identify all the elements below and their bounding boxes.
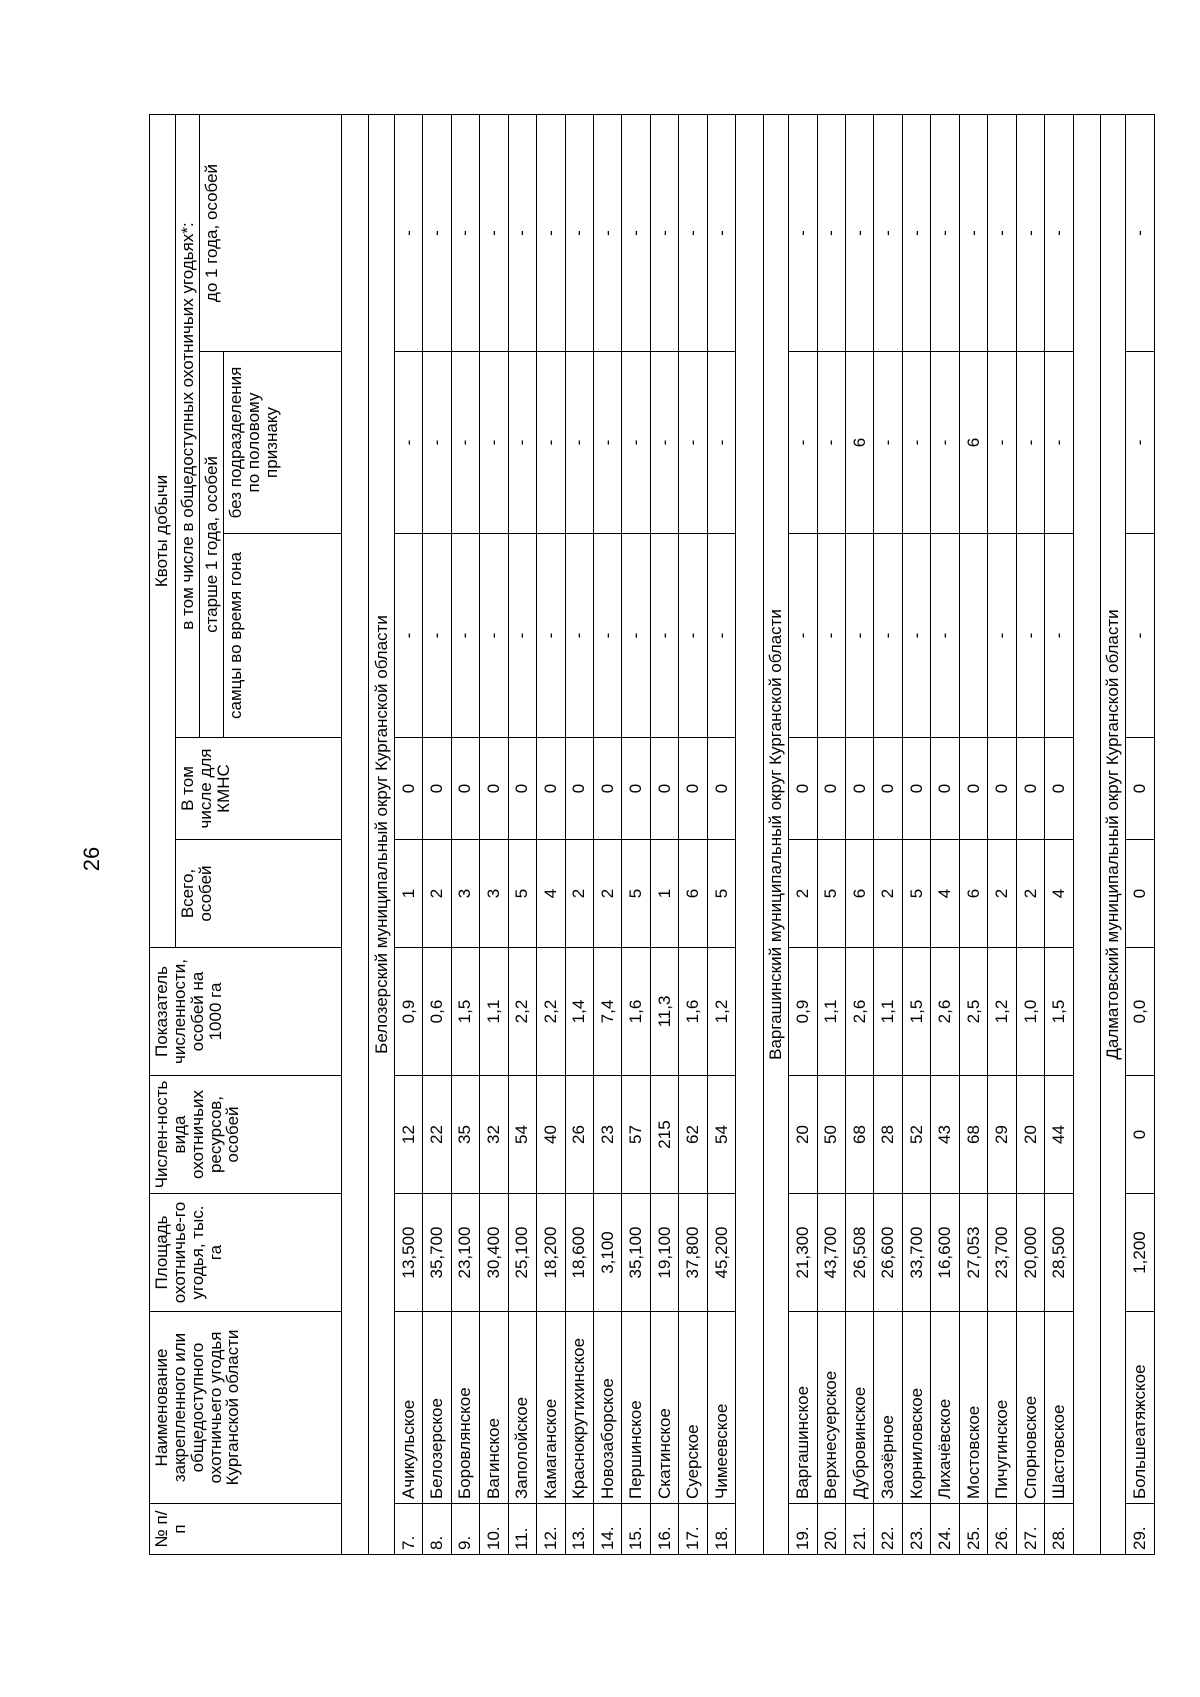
- cell-num: 24.: [931, 1504, 959, 1555]
- cell-males: -: [902, 534, 930, 738]
- table-row: [845, 115, 873, 1555]
- cell-nosex: -: [1126, 352, 1155, 534]
- cell-pop: 20: [789, 1076, 817, 1194]
- cell-total: 2: [423, 840, 451, 948]
- cell-name: Заозёрное: [874, 1312, 902, 1504]
- cell-area: 3,100: [593, 1194, 621, 1312]
- cell-num: 18.: [707, 1504, 735, 1555]
- spacer-cell: [342, 115, 369, 1555]
- cell-young: -: [959, 115, 987, 352]
- cell-name: Корниловское: [902, 1312, 930, 1504]
- table-row: [1016, 115, 1044, 1555]
- cell-num: 16.: [650, 1504, 678, 1555]
- cell-total: 3: [451, 840, 479, 948]
- cell-young: -: [451, 115, 479, 352]
- header-kmns: В том числе для КМНС: [176, 738, 342, 840]
- spacer-row: [736, 115, 763, 1555]
- cell-total: 2: [565, 840, 593, 948]
- cell-nosex: -: [480, 352, 508, 534]
- cell-kmns: 0: [451, 738, 479, 840]
- cell-area: 45,200: [707, 1194, 735, 1312]
- cell-name: Лихачёвское: [931, 1312, 959, 1504]
- cell-density: 2,2: [537, 948, 565, 1076]
- cell-young: -: [988, 115, 1016, 352]
- cell-young: -: [931, 115, 959, 352]
- cell-area: 19,100: [650, 1194, 678, 1312]
- cell-total: 2: [1016, 840, 1044, 948]
- header-males: самцы во время гона: [224, 534, 342, 738]
- cell-kmns: 0: [902, 738, 930, 840]
- cell-kmns: 0: [1126, 738, 1155, 840]
- cell-pop: 68: [845, 1076, 873, 1194]
- cell-density: 1,2: [988, 948, 1016, 1076]
- cell-num: 12.: [537, 1504, 565, 1555]
- table-row: [593, 115, 621, 1555]
- cell-total: 2: [874, 840, 902, 948]
- cell-name: Пичугинское: [988, 1312, 1016, 1504]
- table-row: [1126, 115, 1155, 1555]
- cell-young: -: [789, 115, 817, 352]
- cell-density: 0,0: [1126, 948, 1155, 1076]
- cell-males: -: [650, 534, 678, 738]
- cell-name: Ачикульское: [394, 1312, 422, 1504]
- cell-density: 1,0: [1016, 948, 1044, 1076]
- cell-kmns: 0: [679, 738, 707, 840]
- spacer-cell: [736, 115, 763, 1555]
- cell-nosex: -: [423, 352, 451, 534]
- cell-kmns: 0: [593, 738, 621, 840]
- header-quotas: Квоты добычи: [150, 115, 176, 948]
- cell-density: 1,5: [1045, 948, 1073, 1076]
- cell-name: Суерское: [679, 1312, 707, 1504]
- cell-nosex: -: [508, 352, 536, 534]
- cell-males: -: [593, 534, 621, 738]
- table-row: [565, 115, 593, 1555]
- cell-name: Белозерское: [423, 1312, 451, 1504]
- cell-nosex: -: [1045, 352, 1073, 534]
- cell-num: 15.: [622, 1504, 650, 1555]
- cell-num: 26.: [988, 1504, 1016, 1555]
- cell-name: Спорновское: [1016, 1312, 1044, 1504]
- cell-young: -: [845, 115, 873, 352]
- table-row: [874, 115, 902, 1555]
- cell-kmns: 0: [874, 738, 902, 840]
- cell-total: 3: [480, 840, 508, 948]
- cell-density: 7,4: [593, 948, 621, 1076]
- cell-young: -: [622, 115, 650, 352]
- cell-pop: 57: [622, 1076, 650, 1194]
- cell-density: 1,5: [902, 948, 930, 1076]
- cell-pop: 54: [508, 1076, 536, 1194]
- table-row: [508, 115, 536, 1555]
- cell-young: -: [480, 115, 508, 352]
- cell-num: 19.: [789, 1504, 817, 1555]
- cell-pop: 43: [931, 1076, 959, 1194]
- cell-name: Мостовское: [959, 1312, 987, 1504]
- cell-total: 6: [679, 840, 707, 948]
- cell-density: 2,5: [959, 948, 987, 1076]
- header-young: до 1 года, особей: [200, 115, 342, 352]
- table-row: [650, 115, 678, 1555]
- cell-kmns: 0: [565, 738, 593, 840]
- cell-name: Варгашинское: [789, 1312, 817, 1504]
- cell-area: 25,100: [508, 1194, 536, 1312]
- cell-nosex: -: [451, 352, 479, 534]
- cell-total: 5: [508, 840, 536, 948]
- cell-males: -: [537, 534, 565, 738]
- cell-nosex: -: [593, 352, 621, 534]
- cell-young: -: [508, 115, 536, 352]
- cell-total: 5: [902, 840, 930, 948]
- cell-kmns: 0: [1016, 738, 1044, 840]
- cell-males: -: [679, 534, 707, 738]
- cell-num: 28.: [1045, 1504, 1073, 1555]
- cell-density: 1,6: [679, 948, 707, 1076]
- cell-males: -: [451, 534, 479, 738]
- cell-area: 43,700: [817, 1194, 845, 1312]
- header-nosex: без подразделения по половому признаку: [224, 352, 342, 534]
- spacer-cell: [1073, 115, 1100, 1555]
- cell-density: 0,6: [423, 948, 451, 1076]
- cell-name: Першинское: [622, 1312, 650, 1504]
- cell-kmns: 0: [537, 738, 565, 840]
- table-row: [679, 115, 707, 1555]
- cell-pop: 20: [1016, 1076, 1044, 1194]
- cell-pop: 54: [707, 1076, 735, 1194]
- table-row: [789, 115, 817, 1555]
- section-title: Далматовский муниципальный округ Курганской области: [1101, 115, 1126, 1555]
- cell-males: -: [931, 534, 959, 738]
- cell-males: -: [789, 534, 817, 738]
- header-older: старше 1 года, особей: [200, 352, 224, 738]
- cell-area: 35,700: [423, 1194, 451, 1312]
- cell-males: -: [423, 534, 451, 738]
- cell-density: 1,4: [565, 948, 593, 1076]
- cell-kmns: 0: [817, 738, 845, 840]
- cell-total: 6: [959, 840, 987, 948]
- cell-nosex: -: [707, 352, 735, 534]
- header-name: Наименование закрепленного или общедоступного охотничьего угодья Курганской области: [150, 1312, 342, 1504]
- cell-total: 2: [593, 840, 621, 948]
- cell-pop: 215: [650, 1076, 678, 1194]
- cell-males: -: [394, 534, 422, 738]
- cell-nosex: -: [565, 352, 593, 534]
- header-num: № п/п: [150, 1504, 342, 1555]
- cell-kmns: 0: [480, 738, 508, 840]
- cell-kmns: 0: [394, 738, 422, 840]
- cell-pop: 62: [679, 1076, 707, 1194]
- cell-area: 18,600: [565, 1194, 593, 1312]
- cell-name: Шастовское: [1045, 1312, 1073, 1504]
- cell-density: 2,6: [931, 948, 959, 1076]
- cell-num: 17.: [679, 1504, 707, 1555]
- table-row: [988, 115, 1016, 1555]
- rotated-table-container: [149, 115, 1155, 1555]
- cell-young: -: [593, 115, 621, 352]
- page-number: 26: [79, 846, 104, 872]
- table-row: [931, 115, 959, 1555]
- spacer-row: [342, 115, 369, 1555]
- cell-kmns: 0: [845, 738, 873, 840]
- cell-nosex: -: [679, 352, 707, 534]
- table-row: [537, 115, 565, 1555]
- header-public: в том числе в общедоступных охотничьих угодьях*:: [176, 115, 200, 738]
- cell-nosex: -: [789, 352, 817, 534]
- cell-area: 23,100: [451, 1194, 479, 1312]
- cell-nosex: -: [817, 352, 845, 534]
- cell-area: 33,700: [902, 1194, 930, 1312]
- cell-pop: 44: [1045, 1076, 1073, 1194]
- cell-name: Камаганское: [537, 1312, 565, 1504]
- cell-area: 21,300: [789, 1194, 817, 1312]
- cell-num: 25.: [959, 1504, 987, 1555]
- cell-area: 26,508: [845, 1194, 873, 1312]
- cell-kmns: 0: [508, 738, 536, 840]
- cell-density: 1,5: [451, 948, 479, 1076]
- cell-density: 1,6: [622, 948, 650, 1076]
- cell-density: 1,1: [480, 948, 508, 1076]
- cell-area: 28,500: [1045, 1194, 1073, 1312]
- cell-kmns: 0: [707, 738, 735, 840]
- table-row: [622, 115, 650, 1555]
- cell-males: -: [480, 534, 508, 738]
- cell-name: Заполойское: [508, 1312, 536, 1504]
- cell-density: 1,1: [874, 948, 902, 1076]
- cell-density: 11,3: [650, 948, 678, 1076]
- cell-num: 22.: [874, 1504, 902, 1555]
- cell-young: -: [394, 115, 422, 352]
- cell-num: 29.: [1126, 1504, 1155, 1555]
- cell-young: -: [817, 115, 845, 352]
- table-row: [959, 115, 987, 1555]
- cell-name: Чимеевское: [707, 1312, 735, 1504]
- cell-pop: 22: [423, 1076, 451, 1194]
- cell-pop: 52: [902, 1076, 930, 1194]
- cell-total: 4: [931, 840, 959, 948]
- cell-pop: 0: [1126, 1076, 1155, 1194]
- cell-pop: 40: [537, 1076, 565, 1194]
- header-total: Всего, особей: [176, 840, 342, 948]
- table-row: [451, 115, 479, 1555]
- cell-young: -: [874, 115, 902, 352]
- cell-nosex: 6: [959, 352, 987, 534]
- hunting-quota-table: [149, 114, 1155, 1555]
- cell-area: 13,500: [394, 1194, 422, 1312]
- cell-kmns: 0: [931, 738, 959, 840]
- cell-area: 20,000: [1016, 1194, 1044, 1312]
- cell-name: Новозаборское: [593, 1312, 621, 1504]
- cell-area: 1,200: [1126, 1194, 1155, 1312]
- cell-num: 8.: [423, 1504, 451, 1555]
- cell-density: 0,9: [789, 948, 817, 1076]
- cell-total: 2: [789, 840, 817, 948]
- cell-nosex: -: [902, 352, 930, 534]
- cell-name: Скатинское: [650, 1312, 678, 1504]
- cell-males: [959, 534, 987, 738]
- cell-kmns: 0: [423, 738, 451, 840]
- cell-num: 11.: [508, 1504, 536, 1555]
- cell-density: 0,9: [394, 948, 422, 1076]
- cell-young: -: [565, 115, 593, 352]
- cell-kmns: 0: [789, 738, 817, 840]
- cell-num: 7.: [394, 1504, 422, 1555]
- cell-pop: 29: [988, 1076, 1016, 1194]
- cell-density: 2,2: [508, 948, 536, 1076]
- cell-area: 37,800: [679, 1194, 707, 1312]
- cell-num: 20.: [817, 1504, 845, 1555]
- cell-pop: 23: [593, 1076, 621, 1194]
- cell-num: 23.: [902, 1504, 930, 1555]
- cell-area: 27,053: [959, 1194, 987, 1312]
- cell-nosex: -: [874, 352, 902, 534]
- cell-num: 21.: [845, 1504, 873, 1555]
- cell-num: 14.: [593, 1504, 621, 1555]
- table-row: [902, 115, 930, 1555]
- cell-nosex: -: [988, 352, 1016, 534]
- cell-males: -: [1045, 534, 1073, 738]
- cell-name: Боровлянское: [451, 1312, 479, 1504]
- cell-males: -: [508, 534, 536, 738]
- cell-males: -: [707, 534, 735, 738]
- cell-kmns: 0: [959, 738, 987, 840]
- cell-num: 9.: [451, 1504, 479, 1555]
- spacer-row: [1073, 115, 1100, 1555]
- cell-males: -: [845, 534, 873, 738]
- cell-name: Вагинское: [480, 1312, 508, 1504]
- section-row: [369, 115, 394, 1555]
- cell-males: -: [1016, 534, 1044, 738]
- cell-pop: 50: [817, 1076, 845, 1194]
- cell-young: -: [1045, 115, 1073, 352]
- table-row: [423, 115, 451, 1555]
- cell-young: -: [902, 115, 930, 352]
- cell-area: 23,700: [988, 1194, 1016, 1312]
- section-row: [763, 115, 788, 1555]
- table-row: [817, 115, 845, 1555]
- cell-density: 1,1: [817, 948, 845, 1076]
- cell-pop: 12: [394, 1076, 422, 1194]
- cell-total: 5: [817, 840, 845, 948]
- header-area: Площадь охотничье-го угодья, тыс. га: [150, 1194, 342, 1312]
- cell-young: -: [423, 115, 451, 352]
- table-body: [342, 115, 1155, 1555]
- section-title: Варгашинский муниципальный округ Курганской области: [763, 115, 788, 1555]
- section-row: [1101, 115, 1126, 1555]
- cell-kmns: 0: [622, 738, 650, 840]
- header-population: Числен-ность вида охотничьих ресурсов, особей: [150, 1076, 342, 1194]
- header-density: Показатель численности, особей на 1000 га: [150, 948, 342, 1076]
- cell-name: Краснокрутихинское: [565, 1312, 593, 1504]
- cell-nosex: -: [537, 352, 565, 534]
- cell-kmns: 0: [650, 738, 678, 840]
- table-row: [1045, 115, 1073, 1555]
- cell-nosex: 6: [845, 352, 873, 534]
- cell-total: 2: [988, 840, 1016, 948]
- cell-total: 1: [394, 840, 422, 948]
- section-title: Белозерский муниципальный округ Курганской области: [369, 115, 394, 1555]
- cell-density: 1,2: [707, 948, 735, 1076]
- cell-young: -: [650, 115, 678, 352]
- cell-density: 2,6: [845, 948, 873, 1076]
- cell-young: -: [679, 115, 707, 352]
- table-row: [707, 115, 735, 1555]
- cell-total: 6: [845, 840, 873, 948]
- cell-pop: 28: [874, 1076, 902, 1194]
- cell-young: -: [537, 115, 565, 352]
- cell-num: 27.: [1016, 1504, 1044, 1555]
- cell-nosex: -: [1016, 352, 1044, 534]
- cell-total: 5: [707, 840, 735, 948]
- cell-pop: 68: [959, 1076, 987, 1194]
- cell-young: -: [1126, 115, 1155, 352]
- cell-nosex: -: [622, 352, 650, 534]
- cell-males: -: [1126, 534, 1155, 738]
- cell-males: -: [874, 534, 902, 738]
- cell-name: Большеатяжское: [1126, 1312, 1155, 1504]
- cell-total: 4: [1045, 840, 1073, 948]
- cell-nosex: -: [650, 352, 678, 534]
- cell-name: Дубровинское: [845, 1312, 873, 1504]
- cell-males: -: [817, 534, 845, 738]
- cell-males: -: [988, 534, 1016, 738]
- cell-nosex: -: [931, 352, 959, 534]
- cell-area: 35,100: [622, 1194, 650, 1312]
- cell-young: -: [1016, 115, 1044, 352]
- cell-area: 18,200: [537, 1194, 565, 1312]
- cell-kmns: 0: [1045, 738, 1073, 840]
- cell-total: 5: [622, 840, 650, 948]
- cell-area: 26,600: [874, 1194, 902, 1312]
- cell-area: 30,400: [480, 1194, 508, 1312]
- cell-males: -: [565, 534, 593, 738]
- cell-young: -: [707, 115, 735, 352]
- cell-pop: 35: [451, 1076, 479, 1194]
- cell-nosex: -: [394, 352, 422, 534]
- cell-kmns: 0: [988, 738, 1016, 840]
- cell-pop: 32: [480, 1076, 508, 1194]
- cell-total: 4: [537, 840, 565, 948]
- cell-males: -: [622, 534, 650, 738]
- cell-total: 0: [1126, 840, 1155, 948]
- cell-pop: 26: [565, 1076, 593, 1194]
- cell-num: 10.: [480, 1504, 508, 1555]
- cell-total: 1: [650, 840, 678, 948]
- cell-name: Верхнесуерское: [817, 1312, 845, 1504]
- table-row: [394, 115, 422, 1555]
- cell-num: 13.: [565, 1504, 593, 1555]
- cell-area: 16,600: [931, 1194, 959, 1312]
- table-row: [480, 115, 508, 1555]
